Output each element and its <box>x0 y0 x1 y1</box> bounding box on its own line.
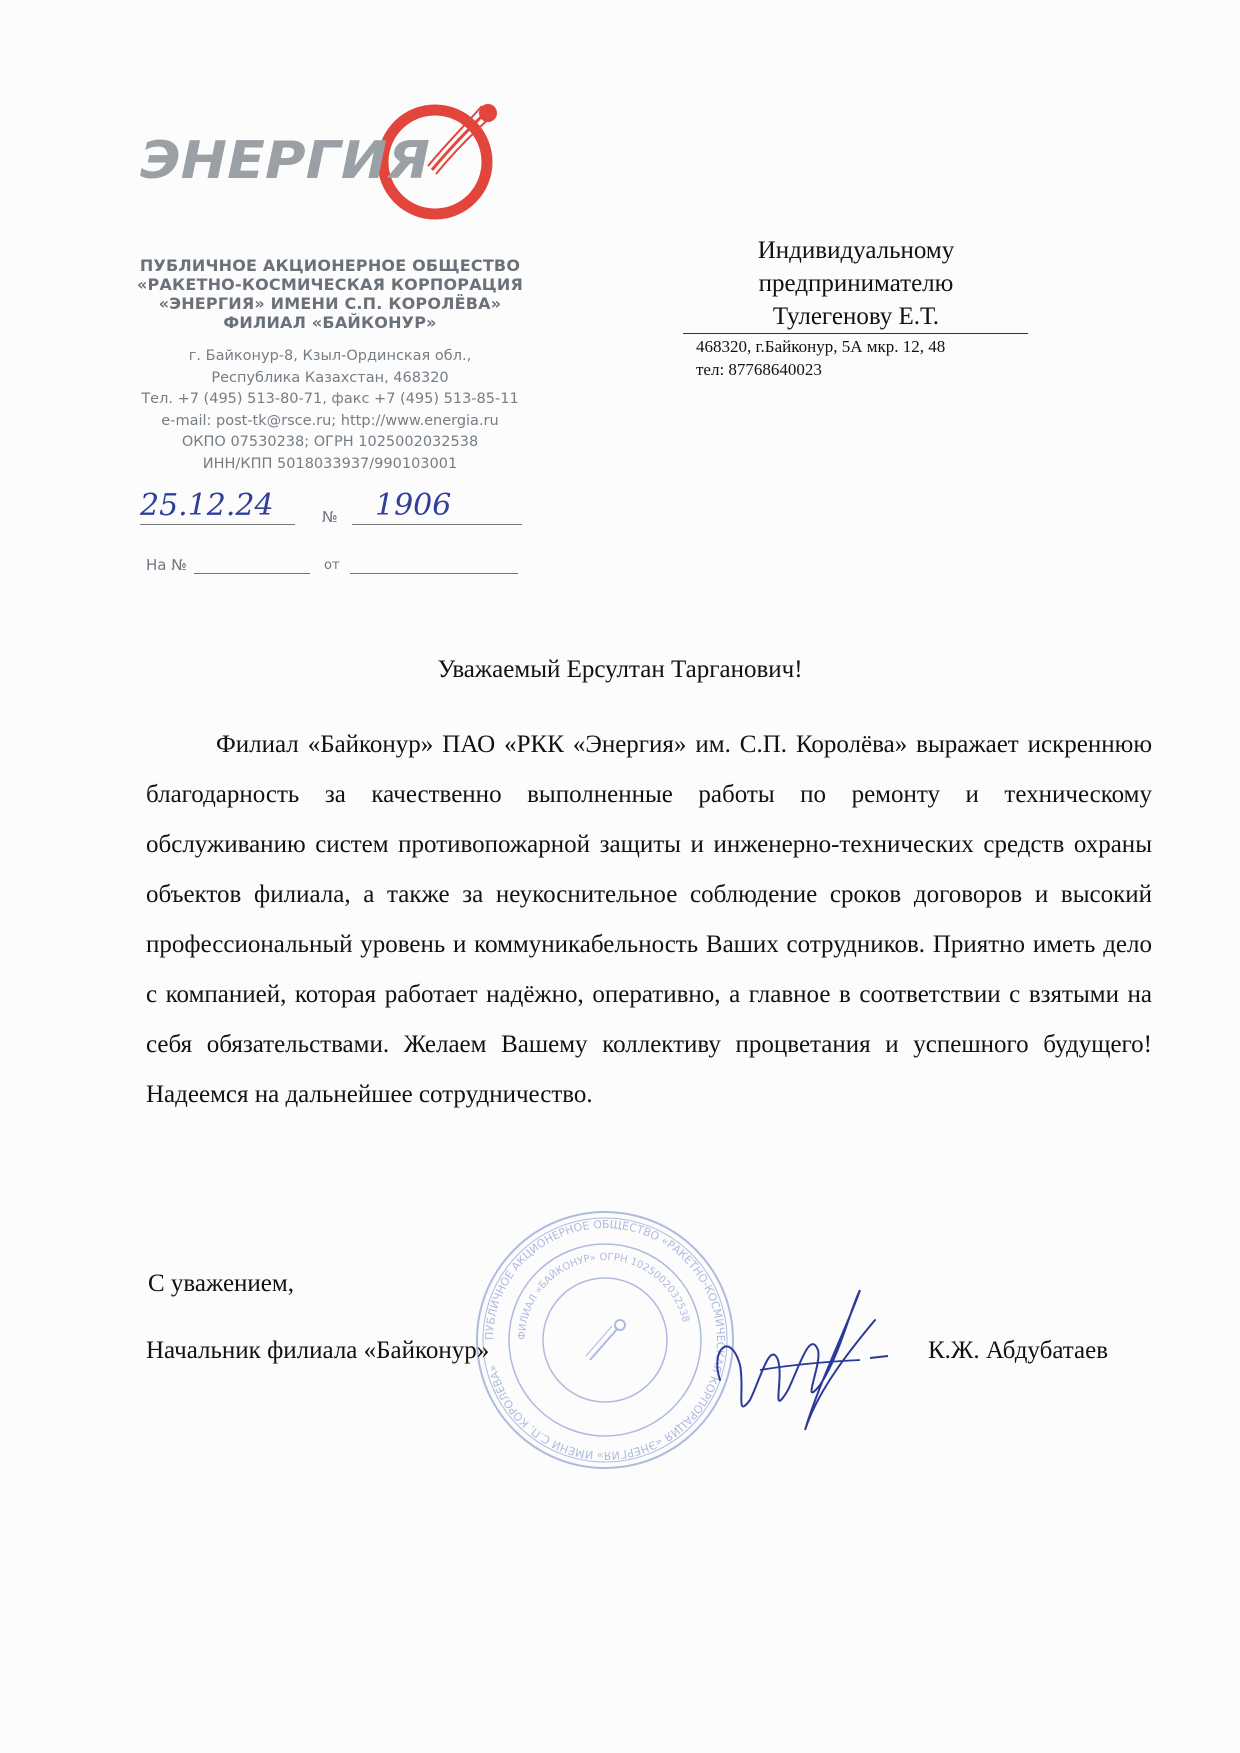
sender-block <box>130 256 530 475</box>
recipient-line: предпринимателю <box>758 270 954 297</box>
reply-from-label: от <box>324 558 340 573</box>
recipient-line: Индивидуальному <box>757 237 955 264</box>
company-logo <box>140 100 520 240</box>
reply-reference <box>146 556 526 586</box>
letter-greeting: Уважаемый Ерсултан Тарганович! <box>437 656 803 683</box>
handwritten-signature <box>700 1270 900 1440</box>
sender-contacts <box>130 346 530 475</box>
outgoing-date: 25.12.24 <box>140 488 274 523</box>
recipient-underline <box>683 333 1028 334</box>
org-name-line: «ЭНЕРГИЯ» ИМЕНИ С.П. КОРОЛЁВА» <box>158 294 502 313</box>
logo-wordmark: ЭНЕРГИЯ <box>140 131 430 191</box>
number-underline <box>352 524 522 525</box>
date-underline <box>140 524 295 525</box>
number-label: № <box>322 508 338 526</box>
email-web-line: e-mail: post-tk@rsce.ru; http://www.energia.ru <box>161 412 499 429</box>
stamp-inner-text: ФИЛИАЛ «БАЙКОНУР» ОГРН 1025002032538 <box>516 1251 691 1341</box>
closing-phrase: С уважением, <box>148 1270 294 1297</box>
inn-kpp-line: ИНН/КПП 5018033937/990103001 <box>202 455 458 472</box>
outgoing-date-number <box>140 488 520 528</box>
recipient-address: 468320, г.Байконур, 5А мкр. 12, 48 <box>696 337 946 356</box>
recipient-phone: тел: 87768640023 <box>696 360 822 379</box>
reply-number-label: На № <box>146 556 187 574</box>
reply-date-underline <box>350 573 518 574</box>
stamp-outer-text: ПУБЛИЧНОЕ АКЦИОНЕРНОЕ ОБЩЕСТВО «РАКЕТНО-КОСМИЧЕСКАЯ КОРПОРАЦИЯ «ЭНЕРГИЯ» ИМЕНИ С.П. КОРОЛЁВА» <box>482 1217 728 1463</box>
signer-position: Начальник филиала «Байконур» <box>146 1337 490 1364</box>
recipient-name: Тулегенову Е.Т. <box>772 303 940 330</box>
letter-body: Филиал «Байконур» ПАО «РКК «Энергия» им. С.П. Королёва» выражает искреннюю благодарность за качественно выполненные работы по ремонту и техническому обслуживанию систем противопожарной защиты и инженерно-технических средств охраны объектов филиала, а также за неукоснительное соблюдение сроков договоров и высокий профессиональный уровень и коммуникабельность Ваших сотрудников. Приятно иметь дело с компанией, которая работает надёжно, оперативно, а главное в соответствии с взятыми на себя обязательствами. Желаем Вашему коллективу процветания и успешного будущего! Надеемся на дальнейшее сотрудничество. <box>146 731 1152 1108</box>
signature-icon <box>700 1270 900 1440</box>
signer-name: К.Ж. Абдубатаев <box>928 1337 1108 1364</box>
outgoing-number: 1906 <box>375 488 452 523</box>
okpo-ogrn-line: ОКПО 07530238; ОГРН 1025002032538 <box>181 434 479 450</box>
org-name-line: «РАКЕТНО-КОСМИЧЕСКАЯ КОРПОРАЦИЯ <box>137 275 523 294</box>
energia-logo-icon <box>140 100 520 240</box>
recipient-contacts <box>696 335 945 381</box>
org-name-line: ПУБЛИЧНОЕ АКЦИОНЕРНОЕ ОБЩЕСТВО <box>139 256 521 275</box>
org-name-line: ФИЛИАЛ «БАЙКОНУР» <box>223 313 437 332</box>
reply-number-underline <box>194 573 310 574</box>
address-line: г. Байконур-8, Кзыл-Ординская обл., <box>188 348 472 364</box>
address-line: Республика Казахстан, 468320 <box>211 369 449 386</box>
phone-fax-line: Тел. +7 (495) 513-80-71, факс +7 (495) 513-85-11 <box>141 391 519 407</box>
logo-satellite <box>479 104 497 122</box>
recipient-block <box>686 234 1026 333</box>
